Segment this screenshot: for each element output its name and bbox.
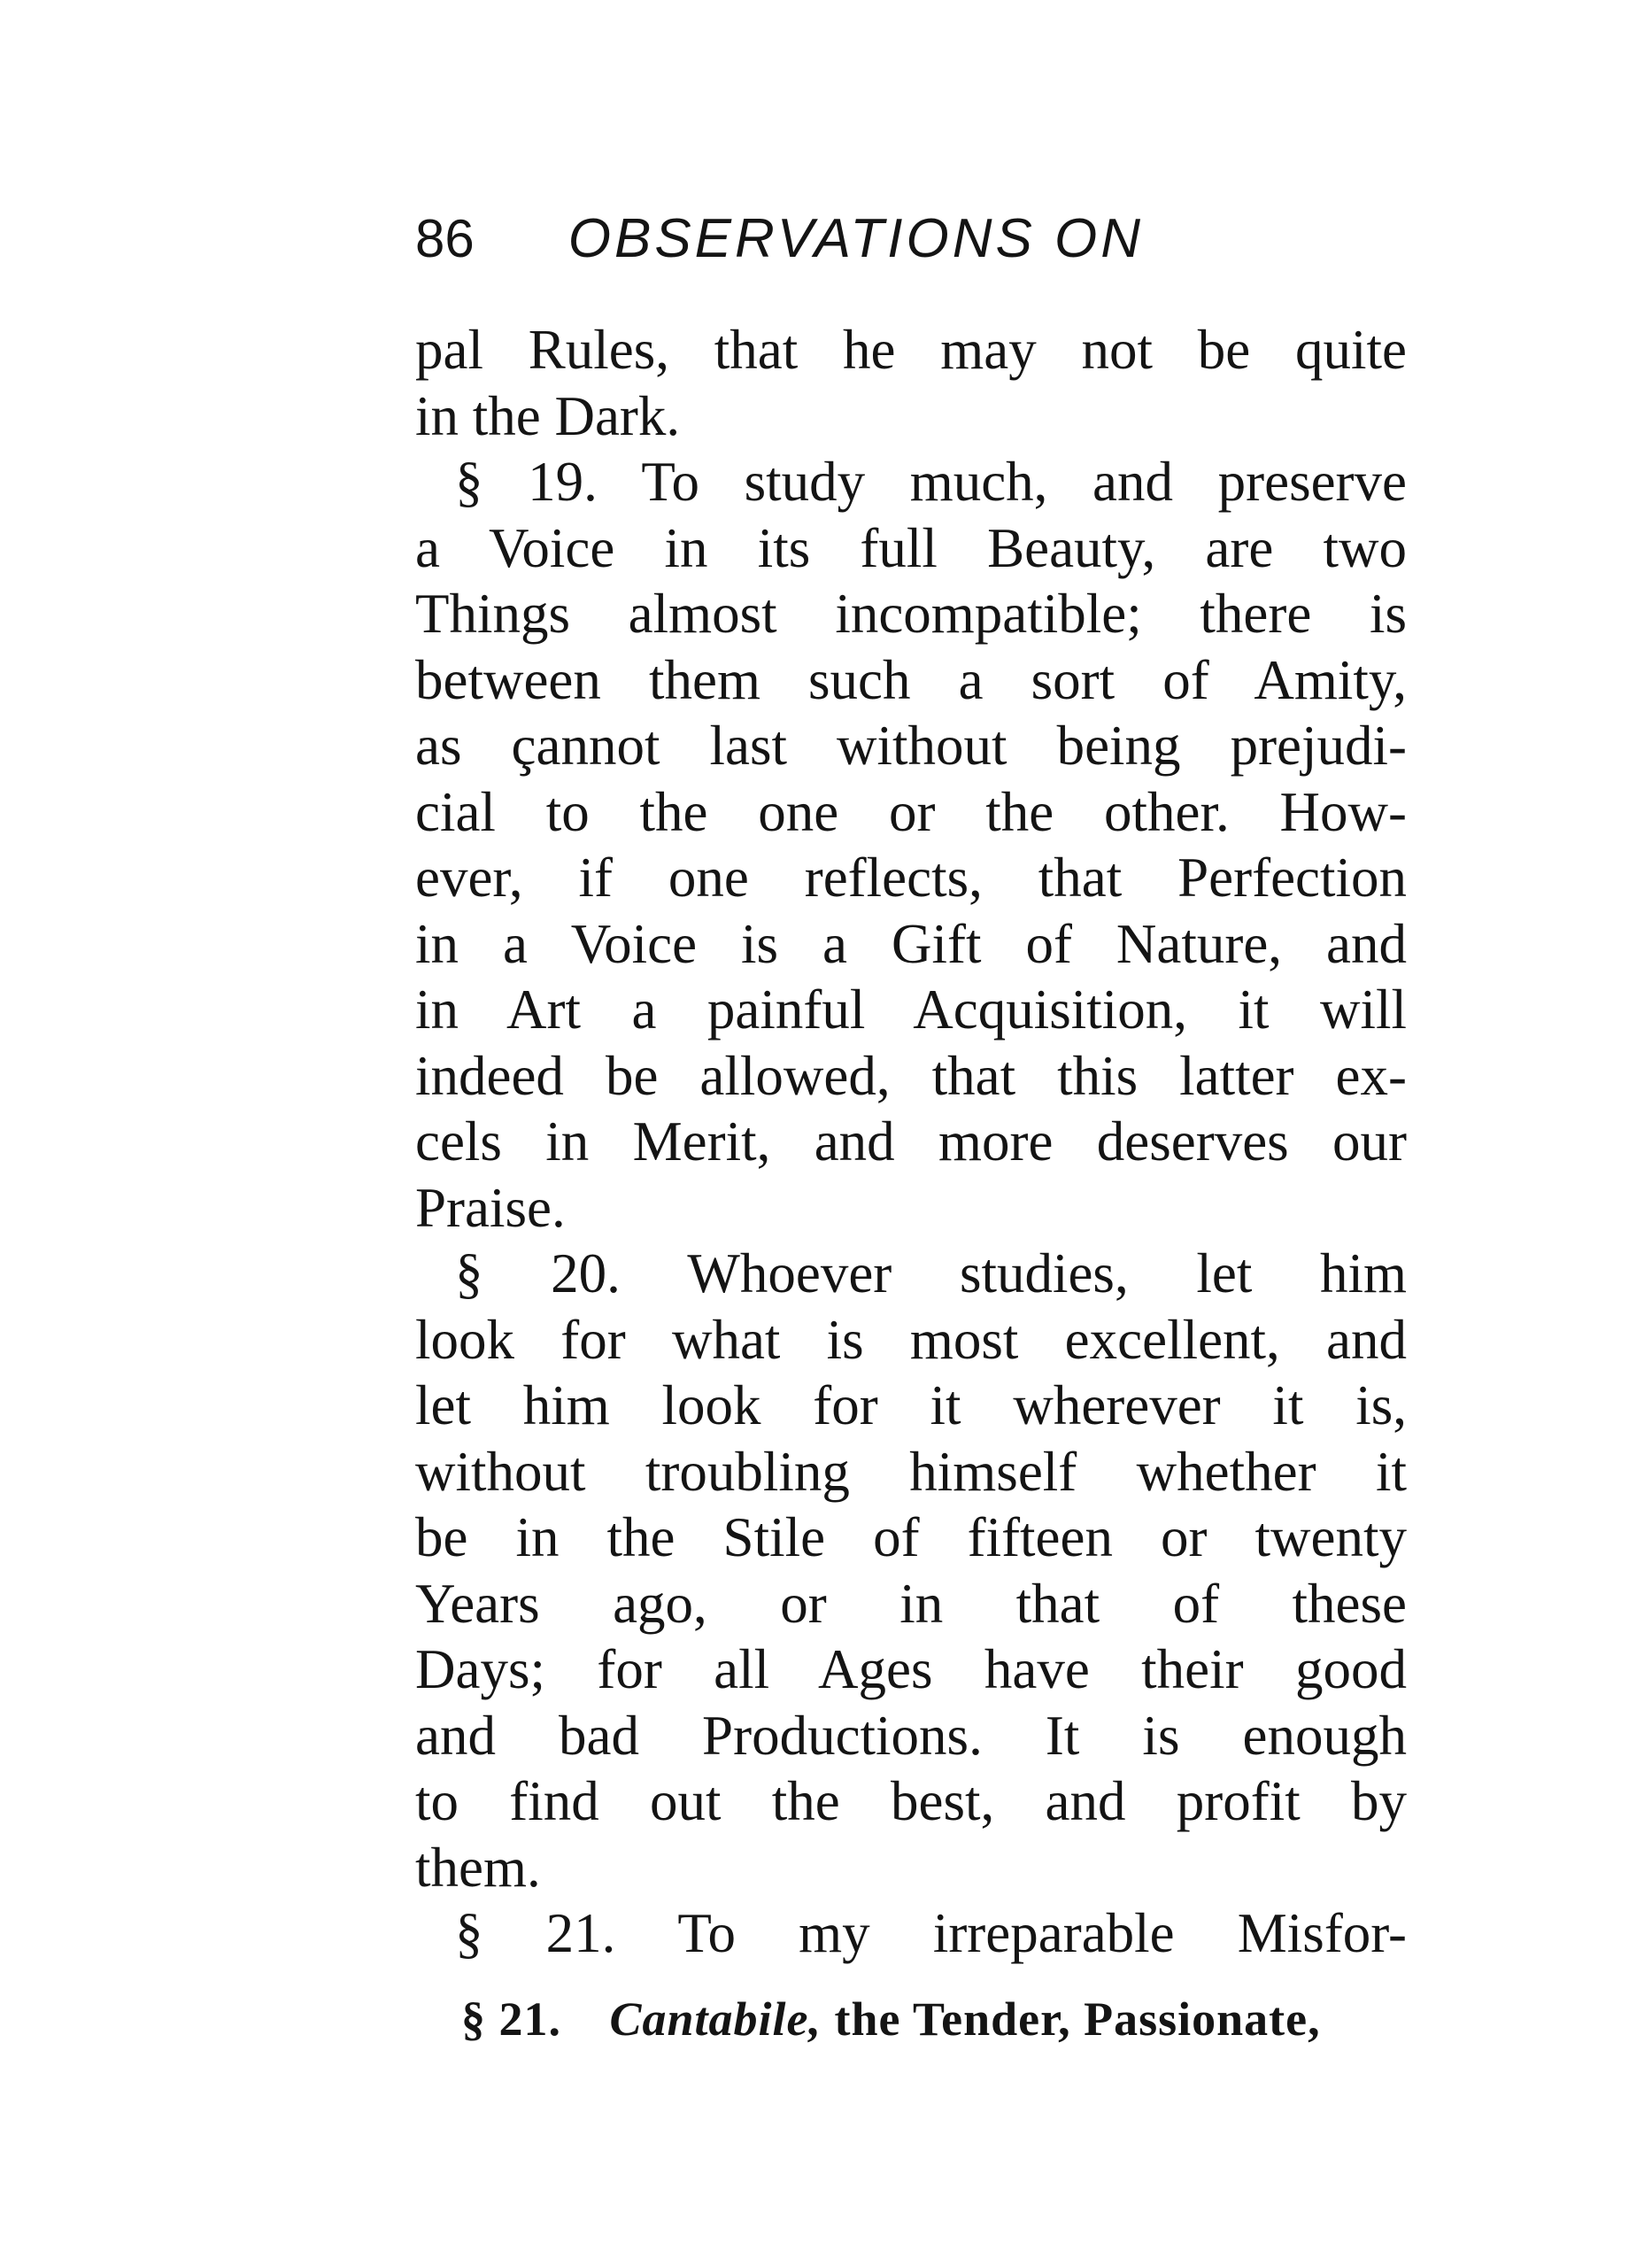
text-line: a Voice in its full Beauty, are two xyxy=(415,516,1407,579)
text-line: in a Voice is a Gift of Nature, and xyxy=(415,912,1407,975)
body-text xyxy=(415,317,1407,1967)
text-line: Years ago, or in that of these xyxy=(415,1572,1407,1635)
text-line: without troubling himself whether it xyxy=(415,1440,1407,1503)
section-20-start: § 20. Whoever studies, let him xyxy=(455,1242,1407,1304)
text-line: as çannot last without being prejudi- xyxy=(415,715,1407,777)
text-line: Days; for all Ages have their good xyxy=(415,1638,1407,1700)
footnote xyxy=(461,1988,1417,2050)
text-line: cels in Merit, and more deserves our xyxy=(415,1110,1407,1172)
text-line: them. xyxy=(415,1836,541,1899)
section-21-start: § 21. To my irreparable Misfor- xyxy=(455,1902,1407,1964)
text-line: indeed be allowed, that this latter ex- xyxy=(415,1044,1407,1107)
text-line: Praise. xyxy=(415,1176,566,1239)
text-line: cial to the one or the other. How- xyxy=(415,780,1407,843)
text-line: let him look for it wherever it is, xyxy=(415,1374,1407,1436)
text-line: in Art a painful Acquisition, it will xyxy=(415,979,1407,1041)
section-19-start: § 19. To study much, and preserve xyxy=(455,451,1407,513)
footnote-text: the Tender, Passionate, xyxy=(834,1992,1321,2046)
text-line: in the Dark. xyxy=(415,384,681,447)
running-title: OBSERVATIONS ON xyxy=(567,208,1145,269)
footnote-section: § 21. xyxy=(461,1992,561,2046)
text-line: to find out the best, and profit by xyxy=(415,1770,1407,1832)
running-head xyxy=(415,204,1407,275)
text-line: pal Rules, that he may not be quite xyxy=(415,319,1407,381)
text-line: between them such a sort of Amity, xyxy=(415,648,1407,711)
text-line: be in the Stile of fifteen or twenty xyxy=(415,1506,1407,1568)
text-line: and bad Productions. It is enough xyxy=(415,1704,1407,1767)
page-number: 86 xyxy=(415,209,475,268)
footnote-term: Cantabile, xyxy=(609,1992,822,2046)
text-line: ever, if one reflects, that Perfection xyxy=(415,847,1407,909)
text-line: look for what is most excellent, and xyxy=(415,1308,1407,1371)
text-line: Things almost incompatible; there is xyxy=(415,583,1407,645)
